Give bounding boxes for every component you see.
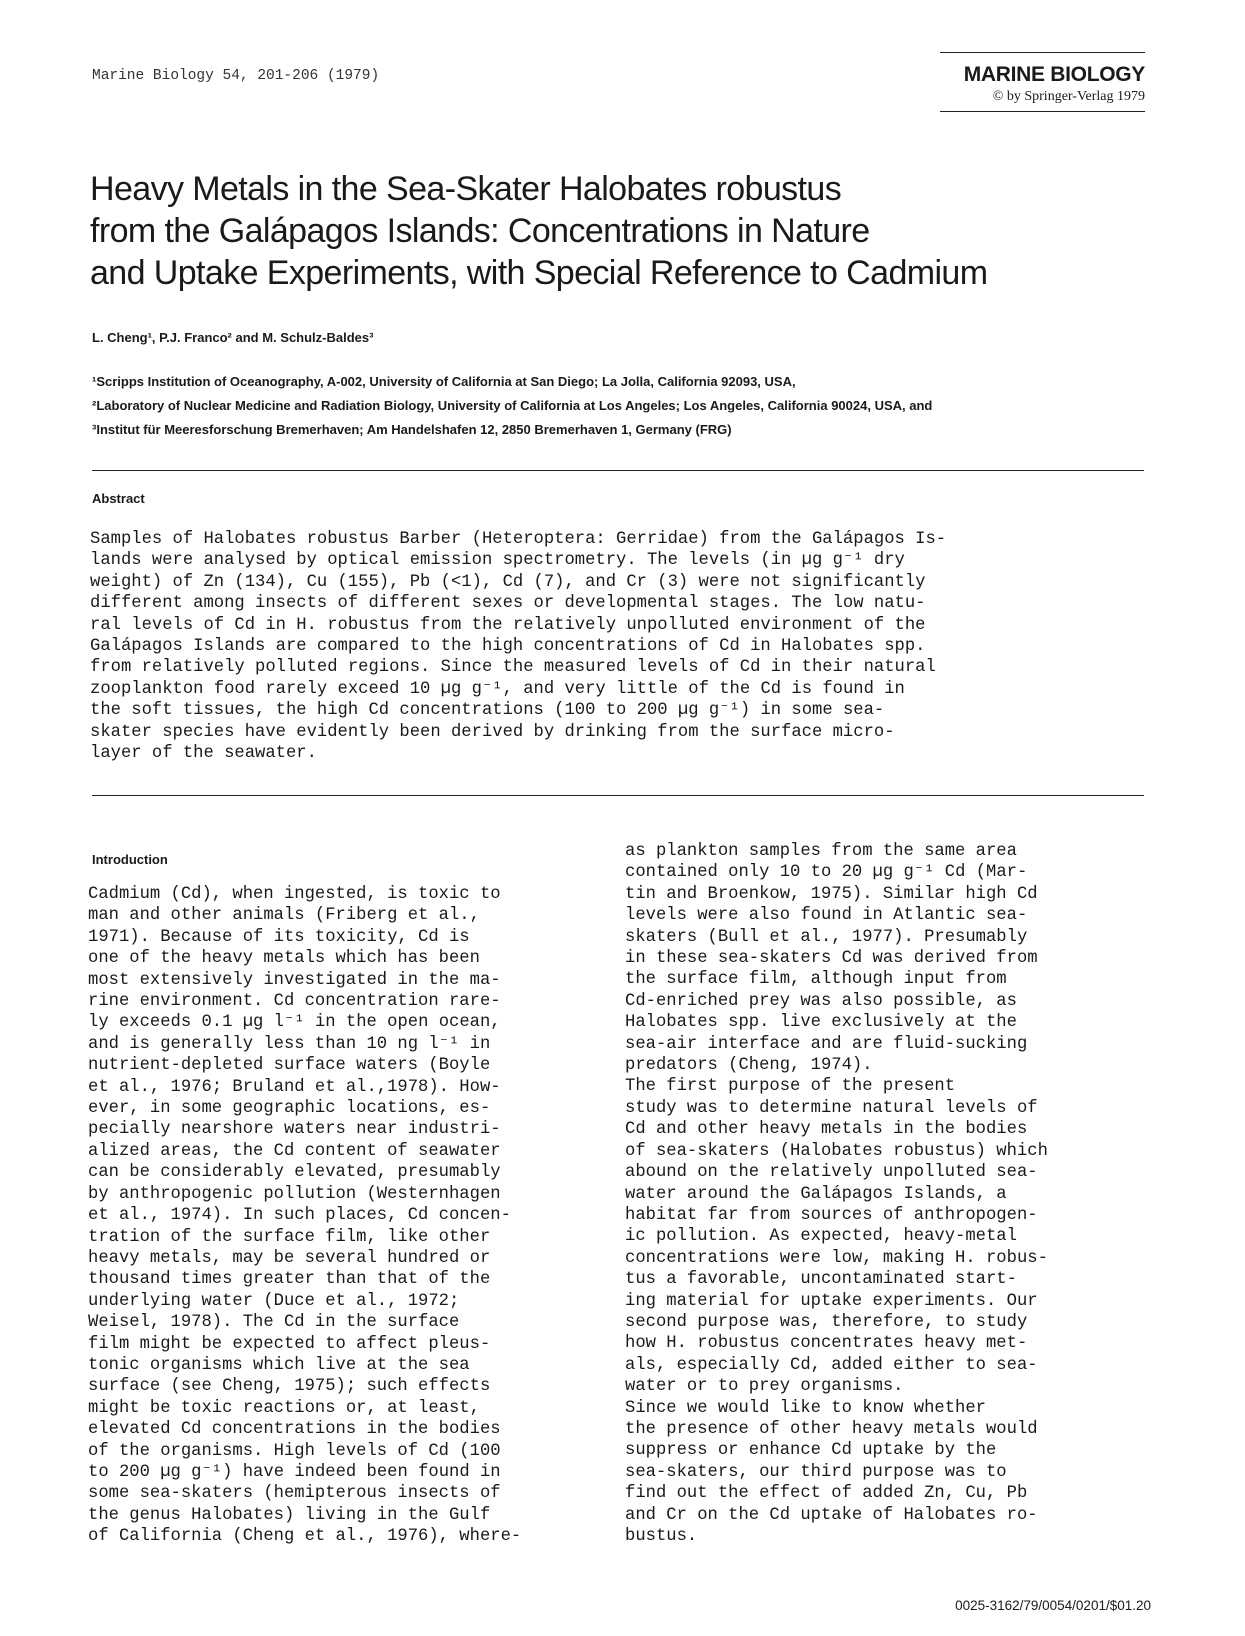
abstract-line: layer of the seawater. (90, 744, 317, 764)
body-text-line: film might be expected to affect pleus- (88, 1334, 491, 1354)
body-text-line: tus a favorable, uncontaminated start- (625, 1270, 1017, 1290)
body-text-line: skaters (Bull et al., 1977). Presumably (625, 927, 1028, 947)
body-text-line: Cd and other heavy metals in the bodies (625, 1120, 1028, 1140)
abstract-line: lands were analysed by optical emission spectrometry. The levels (in µg g⁻¹ dry (90, 551, 905, 571)
title-line: from the Galápagos Islands: Concentrations in Nature (90, 212, 870, 250)
article-code: 0025-3162/79/0054/0201/$01.20 (955, 1598, 1151, 1613)
affiliation-line: ³Institut für Meeresforschung Bremerhaven; Am Handelshafen 12, 2850 Bremerhaven 1, Germany (FRG) (92, 422, 732, 437)
body-text-line: find out the effect of added Zn, Cu, Pb (625, 1484, 1028, 1504)
journal-citation: Marine Biology 54, 201-206 (1979) (92, 68, 380, 84)
author-list: L. Cheng¹, P.J. Franco² and M. Schulz-Baldes³ (92, 330, 374, 345)
introduction-left-column (88, 884, 608, 1548)
affiliation-line: ¹Scripps Institution of Oceanography, A-002, University of California at San Diego; La Jolla, California 92093, USA, (92, 374, 796, 389)
body-text-line: concentrations were low, making H. robus- (625, 1248, 1048, 1268)
body-text-line: tonic organisms which live at the sea (88, 1355, 470, 1375)
abstract-line: skater species have evidently been derived by drinking from the surface micro- (90, 722, 895, 742)
body-text-line: alized areas, the Cd content of seawater (88, 1141, 501, 1161)
abstract-line: Galápagos Islands are compared to the high concentrations of Cd in Halobates spp. (90, 637, 926, 657)
body-text-line: some sea-skaters (hemipterous insects of (88, 1484, 501, 1504)
body-text-line: Weisel, 1978). The Cd in the surface (88, 1313, 460, 1333)
body-text-line: might be toxic reactions or, at least, (88, 1398, 480, 1418)
body-text-line: the genus Halobates) living in the Gulf (88, 1505, 491, 1525)
body-text-line: Cadmium (Cd), when ingested, is toxic to (88, 885, 501, 904)
body-text-line: levels were also found in Atlantic sea- (625, 906, 1028, 926)
body-text-line: Halobates spp. live exclusively at the (625, 1013, 1017, 1033)
body-text-line: surface (see Cheng, 1975); such effects (88, 1377, 491, 1397)
body-text-line: habitat far from sources of anthropogen- (625, 1205, 1038, 1225)
abstract-line: Samples of Halobates robustus Barber (Heteroptera: Gerridae) from the Galápagos Is- (90, 530, 947, 549)
body-text-line: one of the heavy metals which has been (88, 949, 480, 969)
body-text-line: ever, in some geographic locations, es- (88, 1099, 491, 1119)
body-text-line: heavy metals, may be several hundred or (88, 1248, 491, 1268)
body-text-line: ic pollution. As expected, heavy-metal (625, 1227, 1017, 1247)
body-text-line: second purpose was, therefore, to study (625, 1312, 1028, 1332)
body-text-line: most extensively investigated in the ma- (88, 970, 501, 990)
body-text-line: underlying water (Duce et al., 1972; (88, 1291, 460, 1311)
abstract-body (90, 529, 1150, 764)
body-text-line: et al., 1974). In such places, Cd concen- (88, 1206, 511, 1226)
abstract-line: weight) of Zn (134), Cu (155), Pb (<1), Cd (7), and Cr (3) were not significantly (90, 572, 926, 592)
abstract-line: the soft tissues, the high Cd concentrations (100 to 200 µg g⁻¹) in some sea- (90, 701, 885, 721)
body-text-line: suppress or enhance Cd uptake by the (625, 1441, 997, 1461)
journal-name: MARINE BIOLOGY (963, 63, 1145, 86)
copyright-notice: © by Springer-Verlag 1979 (992, 89, 1145, 104)
abstract-line: from relatively polluted regions. Since the measured levels of Cd in their natural (90, 658, 936, 678)
body-text-line: als, especially Cd, added either to sea- (625, 1355, 1038, 1375)
title-line: and Uptake Experiments, with Special Reference to Cadmium (90, 254, 988, 292)
body-text-line: to 200 µg g⁻¹) have indeed been found in (88, 1462, 501, 1482)
paper-title (90, 168, 1150, 294)
body-text-line: and Cr on the Cd uptake of Halobates ro- (625, 1505, 1038, 1525)
body-text-line: contained only 10 to 20 µg g⁻¹ Cd (Mar- (625, 863, 1028, 883)
body-text-line: 1971). Because of its toxicity, Cd is (88, 927, 470, 947)
body-text-line: rine environment. Cd concentration rare- (88, 992, 501, 1012)
journal-masthead (940, 52, 1145, 112)
abstract-top-divider (92, 470, 1144, 471)
abstract-line: different among insects of different sexes or developmental stages. The low natu- (90, 594, 926, 614)
body-text-line: abound on the relatively unpolluted sea- (625, 1163, 1038, 1183)
body-text-line: nutrient-depleted surface waters (Boyle (88, 1056, 491, 1076)
body-text-line: bustus. (625, 1527, 698, 1546)
abstract-line: ral levels of Cd in H. robustus from the relatively unpolluted environment of the (90, 615, 926, 635)
title-line: Heavy Metals in the Sea-Skater Halobates robustus (90, 170, 842, 208)
body-text-line: ly exceeds 0.1 µg l⁻¹ in the open ocean, (88, 1013, 501, 1033)
body-text-line: by anthropogenic pollution (Westernhagen (88, 1184, 501, 1204)
abstract-heading: Abstract (92, 491, 145, 506)
body-text-line: elevated Cd concentrations in the bodies (88, 1420, 501, 1440)
body-text-line: Since we would like to know whether (625, 1398, 986, 1418)
body-text-line: tration of the surface film, like other (88, 1227, 491, 1247)
body-text-line: et al., 1976; Bruland et al.,1978). How- (88, 1077, 501, 1097)
abstract-bottom-divider (92, 795, 1144, 796)
body-text-line: predators (Cheng, 1974). (625, 1056, 873, 1076)
body-text-line: water around the Galápagos Islands, a (625, 1184, 1007, 1204)
body-text-line: the presence of other heavy metals would (625, 1419, 1038, 1439)
body-text-line: man and other animals (Friberg et al., (88, 906, 480, 926)
body-text-line: of sea-skaters (Halobates robustus) which (625, 1141, 1048, 1161)
body-text-line: pecially nearshore waters near industri- (88, 1120, 501, 1140)
body-text-line: can be considerably elevated, presumably (88, 1163, 501, 1183)
body-text-line: and is generally less than 10 ng l⁻¹ in (88, 1034, 491, 1054)
body-text-line: as plankton samples from the same area (625, 842, 1017, 861)
body-text-line: The first purpose of the present (625, 1077, 956, 1097)
affiliation-line: ²Laboratory of Nuclear Medicine and Radiation Biology, University of California at Los Angeles; Los Angeles, California 90024, USA, and (92, 398, 933, 413)
introduction-heading: Introduction (92, 852, 168, 867)
body-text-line: thousand times greater than that of the (88, 1270, 491, 1290)
body-text-line: sea-air interface and are fluid-sucking (625, 1034, 1028, 1054)
body-text-line: in these sea-skaters Cd was derived from (625, 949, 1038, 969)
body-text-line: how H. robustus concentrates heavy met- (625, 1334, 1028, 1354)
body-text-line: study was to determine natural levels of (625, 1098, 1038, 1118)
body-text-line: water or to prey organisms. (625, 1377, 904, 1397)
introduction-right-column (625, 841, 1145, 1547)
body-text-line: the surface film, although input from (625, 970, 1007, 990)
body-text-line: tin and Broenkow, 1975). Similar high Cd (625, 884, 1038, 904)
body-text-line: sea-skaters, our third purpose was to (625, 1462, 1007, 1482)
affiliations (92, 370, 1152, 442)
abstract-line: zooplankton food rarely exceed 10 µg g⁻¹, and very little of the Cd is found in (90, 679, 905, 699)
body-text-line: Cd-enriched prey was also possible, as (625, 991, 1017, 1011)
body-text-line: of the organisms. High levels of Cd (100 (88, 1441, 501, 1461)
body-text-line: ing material for uptake experiments. Our (625, 1291, 1038, 1311)
body-text-line: of California (Cheng et al., 1976), where- (88, 1527, 522, 1547)
